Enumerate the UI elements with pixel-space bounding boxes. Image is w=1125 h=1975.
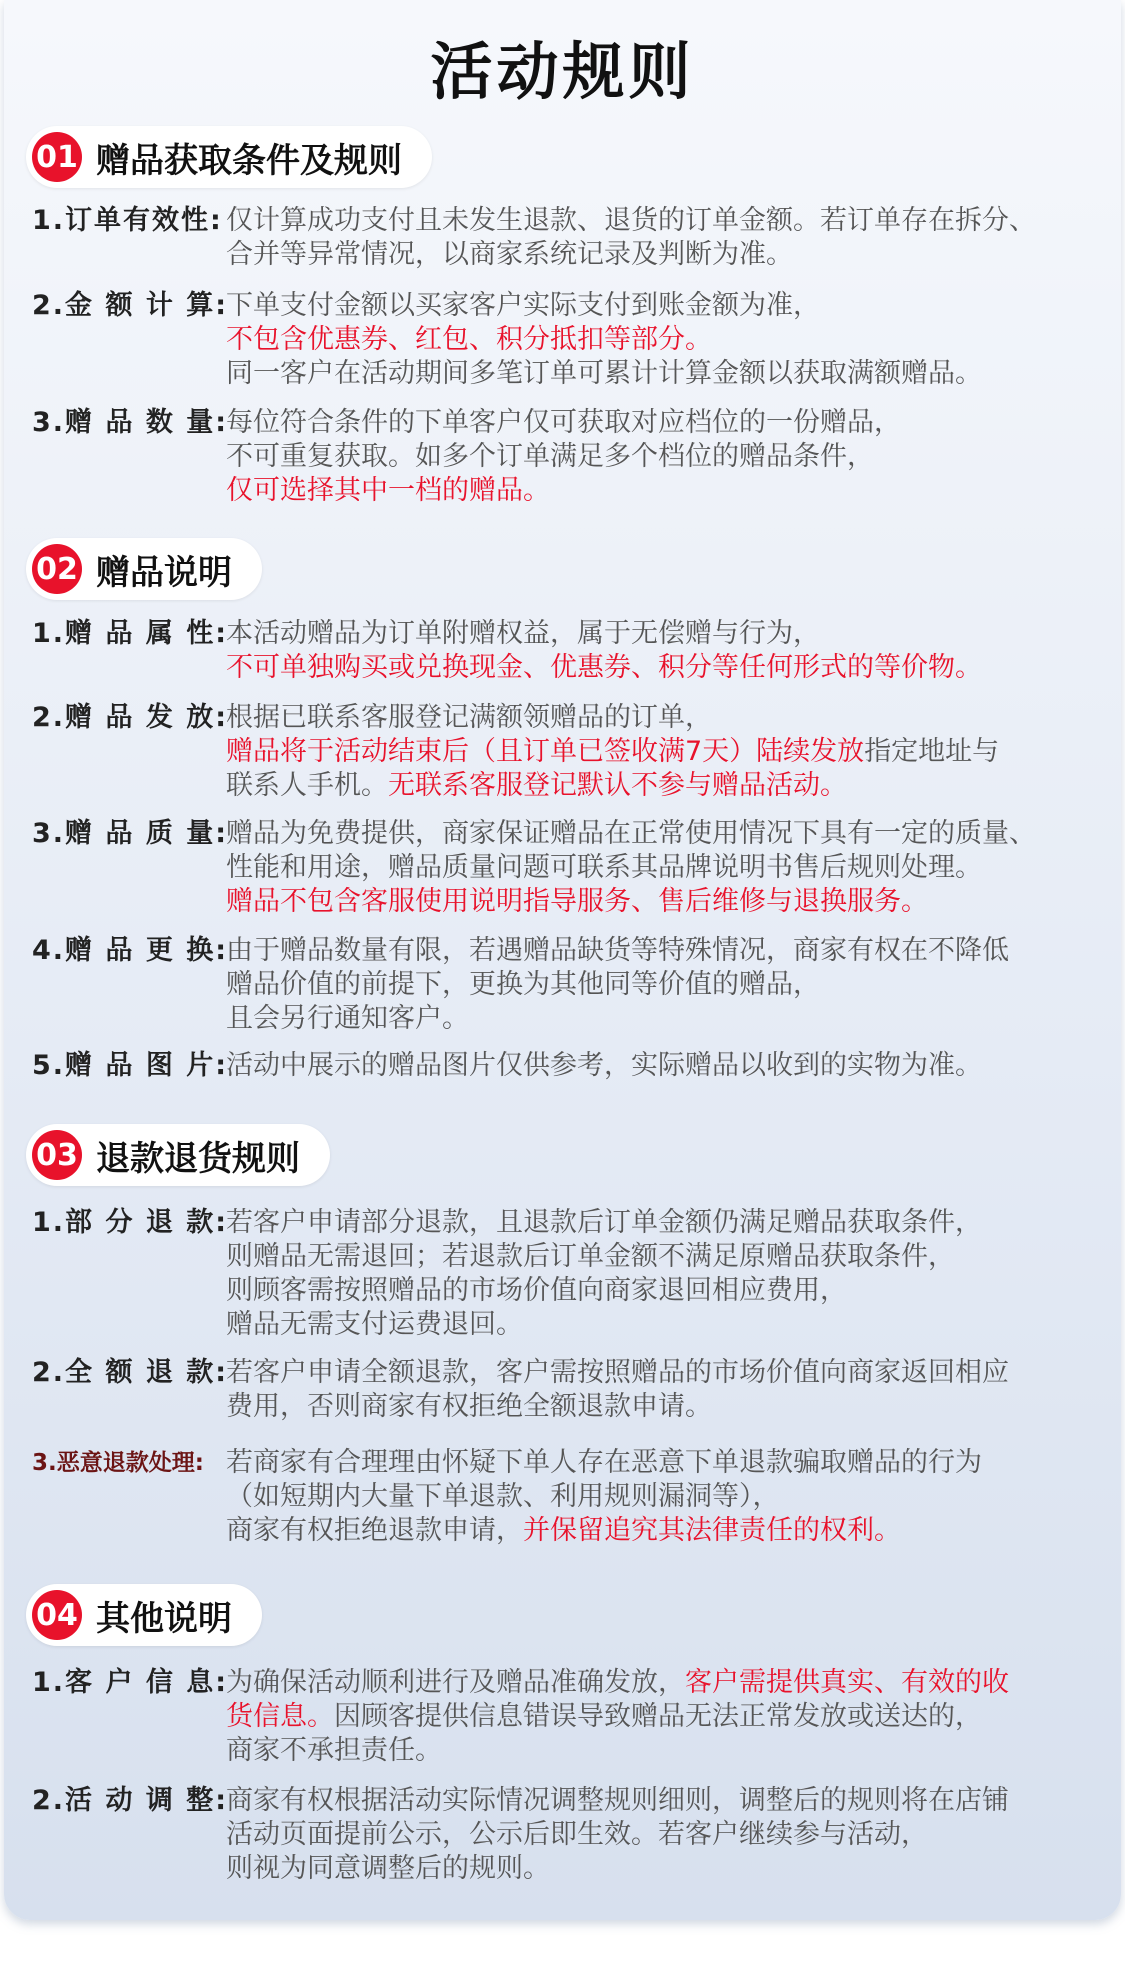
plain-text: 费用，否则商家有权拒绝全额退款申请。 — [226, 1391, 712, 1422]
rule-item — [32, 701, 1112, 803]
plain-text: 赠品无需支付运费退回。 — [226, 1309, 523, 1340]
rule-label: 4.赠 品 更 换: — [32, 935, 229, 966]
section-header-04 — [26, 1584, 262, 1646]
plain-text: 同一客户在活动期间多笔订单可累计计算金额以获取满额赠品。 — [226, 358, 982, 389]
plain-text: 商家有权根据活动实际情况调整规则细则，调整后的规则将在店铺 — [226, 1785, 1009, 1816]
plain-text: （如短期内大量下单退款、利用规则漏洞等）， — [226, 1481, 780, 1512]
rule-label: 3.赠 品 质 量: — [32, 818, 229, 849]
rule-text-line — [226, 968, 1112, 1002]
rule-text-line — [226, 289, 1112, 323]
plain-text: 活动页面提前公示，公示后即生效。若客户继续参与活动， — [226, 1819, 928, 1850]
rule-text-line — [226, 1206, 1112, 1240]
rule-item — [32, 817, 1112, 919]
rules-card — [4, 0, 1121, 1920]
rule-text-line — [226, 617, 1112, 651]
highlighted-text: 赠品将于活动结束后（且订单已签收满7天）陆续发放 — [226, 736, 865, 767]
rule-item — [32, 406, 1112, 508]
rule-text-line — [226, 204, 1112, 238]
rule-label: 2.赠 品 发 放: — [32, 702, 229, 733]
rule-label: 1.赠 品 属 性: — [32, 618, 229, 649]
plain-text: 赠品为免费提供，商家保证赠品在正常使用情况下具有一定的质量、 — [226, 818, 1036, 849]
rule-text-line — [226, 1514, 1112, 1548]
rule-text-line — [226, 474, 1112, 508]
section-number-badge: 02 — [32, 544, 82, 594]
rule-label: 3.赠 品 数 量: — [32, 407, 229, 438]
plain-text: 商家有权拒绝退款申请， — [226, 1515, 523, 1546]
highlighted-text: 并保留追究其法律责任的权利。 — [523, 1515, 901, 1546]
rule-text-line — [226, 934, 1112, 968]
plain-text: 仅计算成功支付且未发生退款、退货的订单金额。若订单存在拆分、 — [226, 205, 1036, 236]
section-header-01 — [26, 126, 432, 188]
rule-item — [32, 1206, 1112, 1342]
rule-item — [32, 289, 1112, 391]
plain-text: 指定地址与 — [864, 736, 1000, 767]
plain-text: 性能和用途，赠品质量问题可联系其品牌说明书售后规则处理。 — [226, 852, 982, 883]
rule-text-line — [226, 1700, 1112, 1734]
rule-text-line — [226, 1274, 1112, 1308]
highlighted-text: 赠品不包含客服使用说明指导服务、售后维修与退换服务。 — [226, 886, 928, 917]
rule-text — [226, 1206, 1112, 1342]
rule-label: 2.金 额 计 算: — [32, 290, 229, 321]
plain-text: 为确保活动顺利进行及赠品准确发放， — [226, 1667, 685, 1698]
plain-text: 因顾客提供信息错误导致赠品无法正常发放或送达的， — [334, 1701, 982, 1732]
rule-text-line — [226, 406, 1112, 440]
rule-text — [226, 204, 1112, 272]
plain-text: 则顾客需按照赠品的市场价值向商家退回相应费用， — [226, 1275, 847, 1306]
plain-text: 本活动赠品为订单附赠权益，属于无偿赠与行为， — [226, 618, 820, 649]
plain-text: 则赠品无需退回；若退款后订单金额不满足原赠品获取条件， — [226, 1241, 955, 1272]
rule-text-line — [226, 1480, 1112, 1514]
rule-text-line — [226, 357, 1112, 391]
rule-text — [226, 1666, 1112, 1768]
plain-text: 根据已联系客服登记满额领赠品的订单， — [226, 702, 712, 733]
plain-text: 若客户申请全额退款，客户需按照赠品的市场价值向商家返回相应 — [226, 1357, 1009, 1388]
rule-text-line — [226, 885, 1112, 919]
rule-text-line — [226, 323, 1112, 357]
rule-text — [226, 817, 1112, 919]
section-number-badge: 04 — [32, 1590, 82, 1640]
rule-text-line — [226, 851, 1112, 885]
rule-text-line — [226, 1356, 1112, 1390]
plain-text: 由于赠品数量有限，若遇赠品缺货等特殊情况，商家有权在不降低 — [226, 935, 1009, 966]
highlighted-text: 客户需提供真实、有效的收 — [685, 1667, 1009, 1698]
rule-label: 2.全 额 退 款: — [32, 1357, 229, 1388]
plain-text: 每位符合条件的下单客户仅可获取对应档位的一份赠品， — [226, 407, 901, 438]
rule-text-line — [226, 735, 1112, 769]
section-title: 赠品获取条件及规则 — [96, 140, 402, 181]
rule-label: 1.部 分 退 款: — [32, 1207, 229, 1238]
section-title: 其他说明 — [96, 1598, 232, 1639]
rule-label: 5.赠 品 图 片: — [32, 1050, 229, 1081]
rule-text-line — [226, 1446, 1112, 1480]
section-title: 赠品说明 — [96, 552, 232, 593]
rule-label: 1.客 户 信 息: — [32, 1667, 229, 1698]
rule-item — [32, 204, 1112, 272]
rule-text-line — [226, 1734, 1112, 1768]
plain-text: 活动中展示的赠品图片仅供参考，实际赠品以收到的实物为准。 — [226, 1050, 982, 1081]
highlighted-text: 不包含优惠券、红包、积分抵扣等部分。 — [226, 324, 712, 355]
plain-text: 合并等异常情况，以商家系统记录及判断为准。 — [226, 239, 793, 270]
rule-label: 3.恶意退款处理: — [32, 1450, 204, 1476]
rule-text — [226, 289, 1112, 391]
highlighted-text: 无联系客服登记默认不参与赠品活动。 — [388, 770, 847, 801]
rule-text-line — [226, 238, 1112, 272]
rule-text-line — [226, 1784, 1112, 1818]
plain-text: 且会另行通知客户。 — [226, 1003, 469, 1034]
rule-text-line — [226, 1818, 1112, 1852]
rule-text — [226, 617, 1112, 685]
rule-text — [226, 406, 1112, 508]
rule-text — [226, 1784, 1112, 1886]
rule-text-line — [226, 817, 1112, 851]
plain-text: 下单支付金额以买家客户实际支付到账金额为准， — [226, 290, 820, 321]
rule-label: 1.订单有效性: — [32, 205, 223, 236]
highlighted-text: 货信息。 — [226, 1701, 334, 1732]
rule-text-line — [226, 1852, 1112, 1886]
plain-text: 若商家有合理理由怀疑下单人存在恶意下单退款骗取赠品的行为 — [226, 1447, 982, 1478]
highlighted-text: 不可单独购买或兑换现金、优惠券、积分等任何形式的等价物。 — [226, 652, 982, 683]
rule-text-line — [226, 1390, 1112, 1424]
highlighted-text: 仅可选择其中一档的赠品。 — [226, 475, 550, 506]
rule-text-line — [226, 1666, 1112, 1700]
rule-text-line — [226, 1049, 1112, 1083]
section-header-02 — [26, 538, 262, 600]
rule-text — [226, 1356, 1112, 1424]
section-title: 退款退货规则 — [96, 1138, 300, 1179]
rule-text — [226, 1446, 1112, 1548]
rule-item — [32, 1049, 1112, 1083]
rule-text-line — [226, 769, 1112, 803]
rule-item — [32, 617, 1112, 685]
plain-text: 商家不承担责任。 — [226, 1735, 442, 1766]
section-header-03 — [26, 1124, 330, 1186]
rule-text — [226, 701, 1112, 803]
section-number-badge: 03 — [32, 1130, 82, 1180]
rule-item — [32, 934, 1112, 1036]
rule-label: 2.活 动 调 整: — [32, 1785, 229, 1816]
section-number-badge: 01 — [32, 132, 82, 182]
plain-text: 则视为同意调整后的规则。 — [226, 1853, 550, 1884]
rule-text-line — [226, 440, 1112, 474]
rule-item — [32, 1666, 1112, 1768]
plain-text: 不可重复获取。如多个订单满足多个档位的赠品条件， — [226, 441, 874, 472]
page-title: 活动规则 — [430, 35, 695, 108]
rule-text-line — [226, 1240, 1112, 1274]
plain-text: 赠品价值的前提下，更换为其他同等价值的赠品， — [226, 969, 820, 1000]
rule-text-line — [226, 1308, 1112, 1342]
rule-item — [32, 1356, 1112, 1424]
rule-text — [226, 1049, 1112, 1083]
rule-text-line — [226, 1002, 1112, 1036]
rule-item — [32, 1446, 1112, 1548]
plain-text: 若客户申请部分退款，且退款后订单金额仍满足赠品获取条件， — [226, 1207, 982, 1238]
rule-text-line — [226, 701, 1112, 735]
rule-item — [32, 1784, 1112, 1886]
plain-text: 联系人手机。 — [226, 770, 388, 801]
rule-text-line — [226, 651, 1112, 685]
rule-text — [226, 934, 1112, 1036]
